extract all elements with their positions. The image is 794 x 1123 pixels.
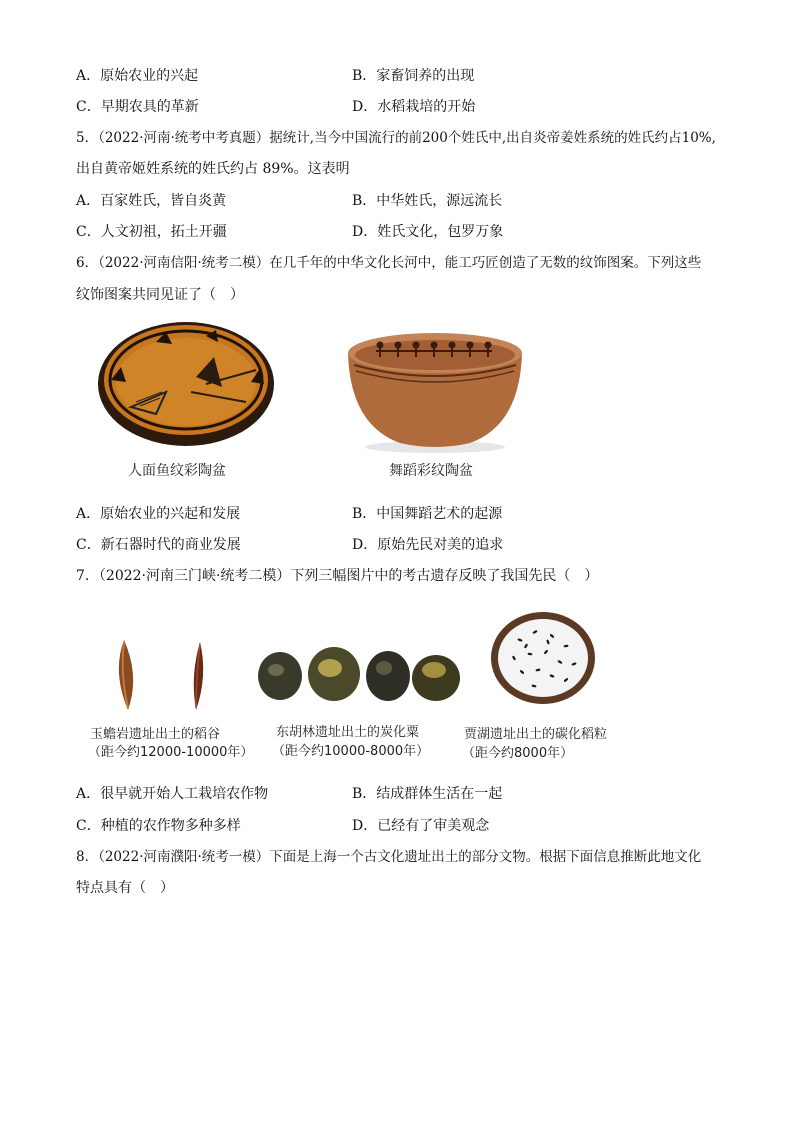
q5-option-d: D．姓氏文化，包罗万象 bbox=[352, 224, 504, 240]
q7-option-a: A．很早就开始人工栽培农作物 bbox=[76, 786, 269, 802]
q6-option-d: D．原始先民对美的追求 bbox=[352, 537, 504, 553]
q6-option-c: C．新石器时代的商业发展 bbox=[76, 537, 241, 553]
q6-stem-line2: 纹饰图案共同见证了（ ） bbox=[76, 287, 244, 303]
q5-option-a: A．百家姓氏，皆自炎黄 bbox=[76, 193, 227, 209]
carbonized-rice-caption-line2: （距今约8000年） bbox=[462, 746, 574, 761]
fish-face-basin-caption: 人面鱼纹彩陶盆 bbox=[128, 463, 226, 479]
q4-option-d: D．水稻栽培的开始 bbox=[352, 99, 476, 115]
carbonized-rice-caption-line1: 贾湖遗址出土的碳化稻粒 bbox=[464, 727, 608, 742]
q5-option-b: B．中华姓氏，源远流长 bbox=[352, 193, 503, 209]
q4-option-c: C．早期农具的革新 bbox=[76, 99, 199, 115]
carbonized-millet-caption-line1: 东胡林遗址出土的炭化粟 bbox=[276, 725, 420, 740]
rice-grain-caption-line1: 玉蟾岩遗址出土的稻谷 bbox=[90, 727, 221, 742]
carbonized-rice-bowl-image bbox=[490, 610, 596, 706]
dance-pottery-basin-caption: 舞蹈彩纹陶盆 bbox=[389, 463, 473, 479]
q5-stem-line2: 出自黄帝姬姓系统的姓氏约占 89%。这表明 bbox=[76, 161, 350, 177]
rice-grain-image bbox=[108, 636, 218, 714]
carbonized-millet-image bbox=[256, 646, 462, 704]
q5-option-c: C．人文初祖，拓土开疆 bbox=[76, 224, 227, 240]
q7-option-c: C．种植的农作物多种多样 bbox=[76, 818, 241, 834]
fish-face-basin-image bbox=[96, 322, 276, 454]
q5-stem-line1: 5．（2022·河南·统考中考真题）据统计,当今中国流行的前200个姓氏中,出自炎帝姜姓系统的姓氏约占10%, bbox=[76, 130, 716, 146]
q7-stem: 7．（2022·河南三门峡·统考二模）下列三幅图片中的考古遗存反映了我国先民（ ） bbox=[76, 568, 599, 584]
q7-option-d: D．已经有了审美观念 bbox=[352, 818, 490, 834]
q6-stem-line1: 6．（2022·河南信阳·统考二模）在几千年的中华文化长河中，能工巧匠创造了无数的纹饰图案。下列这些 bbox=[76, 255, 702, 271]
q8-stem-line2: 特点具有（ ） bbox=[76, 880, 174, 896]
carbonized-millet-caption-line2: （距今约10000-8000年） bbox=[272, 744, 430, 759]
q7-option-b: B．结成群体生活在一起 bbox=[352, 786, 503, 802]
dance-pottery-basin-image bbox=[340, 325, 530, 455]
q6-option-a: A．原始农业的兴起和发展 bbox=[76, 506, 241, 522]
q8-stem-line1: 8．（2022·河南濮阳·统考一模）下面是上海一个古文化遗址出土的部分文物。根据下面信息推断此地文化 bbox=[76, 849, 702, 865]
q4-option-b: B．家畜饲养的出现 bbox=[352, 68, 475, 84]
q6-option-b: B．中国舞蹈艺术的起源 bbox=[352, 506, 503, 522]
rice-grain-caption-line2: （距今约12000-10000年） bbox=[88, 745, 254, 760]
q4-option-a: A．原始农业的兴起 bbox=[76, 68, 199, 84]
